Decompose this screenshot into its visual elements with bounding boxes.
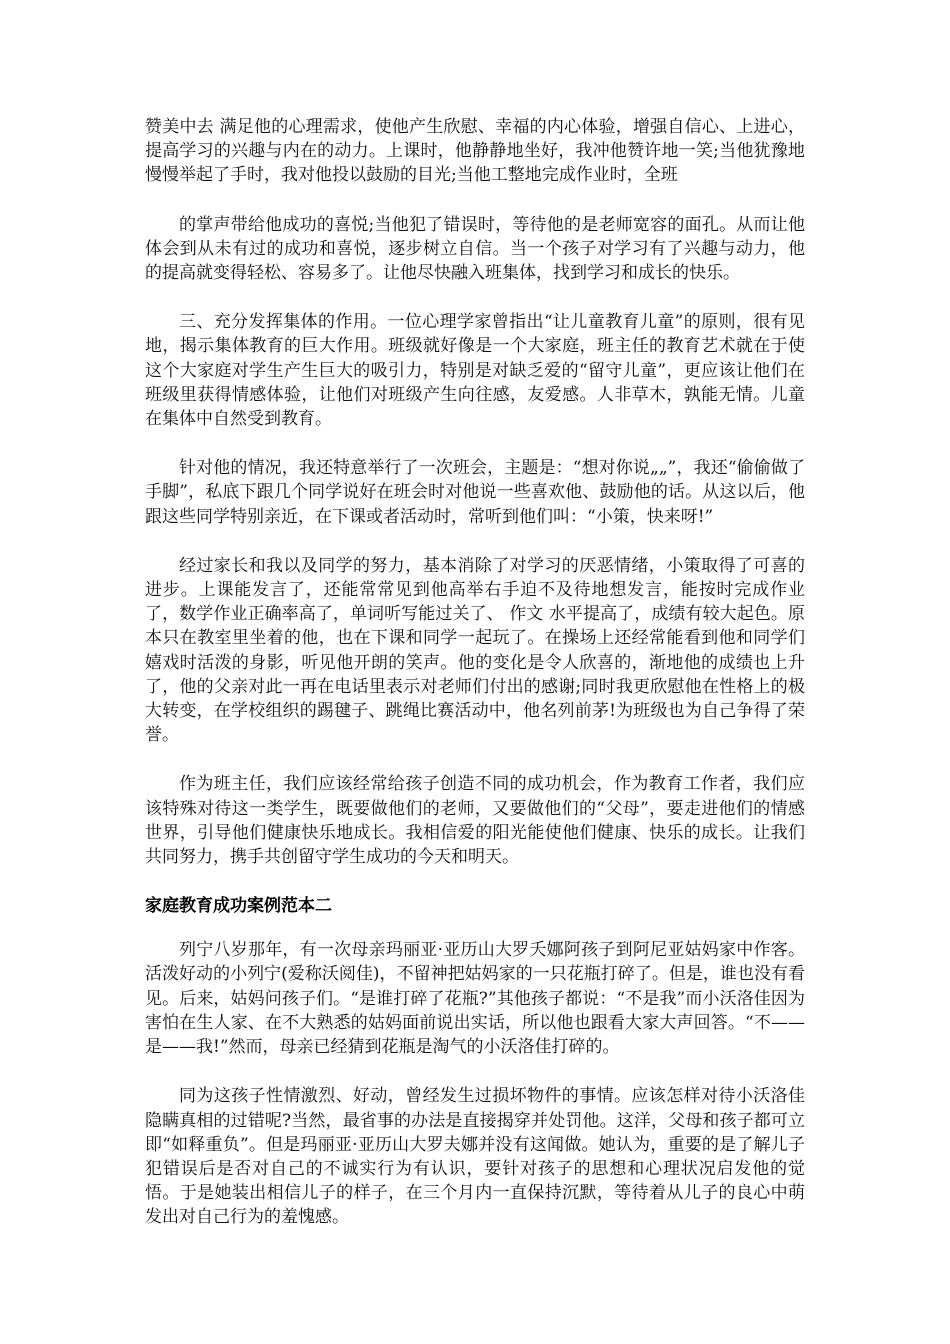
paragraph-class-meeting: 针对他的情况，我还特意举行了一次班会，主题是：“想对你说„„”，我还“偷偷做了手脚”，私底下跟几个同学说好在班会时对他说一些喜欢他、鼓励他的话。从这以后，他跟这些同学特别亲近，在下课或者活动时，常听到他们叫：“小策，快来呀!” — [145, 458, 805, 527]
paragraph-lenin-vase: 列宁八岁那年，有一次母亲玛丽亚·亚历山大罗夭娜阿孩子到阿尼亚姑妈家中作客。活泼好动的小列宁(爱称沃阅佳)，不留神把姑妈家的一只花瓶打碎了。但是，谁也没有看见。后来，姑妈问孩子们。“是谁打碎了花瓶?”其他孩子都说：“不是我”而小沃洛佳因为害怕在生人家、在不大熟悉的姑妈面前说出实话，所以他也跟看大家大声回答。“不——是——我!”然而，母亲已经猜到花瓶是淘气的小沃洛佳打碎的。 — [145, 940, 805, 1058]
section-heading: 家庭教育成功案例范本二 — [145, 896, 332, 917]
paragraph-progress: 经过家长和我以及同学的努力，基本消除了对学习的厌恶情绪，小策取得了可喜的进步。上课能发言了，还能常常见到他高举右手迫不及待地想发言，能按时完成作业了，数学作业正确率高了，单词听写能过关了、 作文 水平提高了，成绩有较大起色。原本只在教室里坐着的他，也在下课和同学一起玩了。在操场上还经常能看到他和同学们嬉戏时活泼的身影，听见他开朗的笑声。他的变化是令人欣喜的，渐地他的成绩也上升了，他的父亲对此一再在电话里表示对老师们付出的感谢;同时我更欣慰他在性格上的极大转变，在学校组织的踢毽子、跳绳比赛活动中，他名列前茅!为班级也为自己争得了荣誉。 — [145, 555, 805, 746]
paragraph-applause: 的掌声带给他成功的喜悦;当他犯了错误时，等待他的是老师宽容的面孔。从而让他体会到从未有过的成功和喜悦，逐步树立自信。当一个孩子对学习有了兴趣与动力，他的提高就变得轻松、容易多了。让他尽快融入班集体，找到学习和成长的快乐。 — [145, 214, 805, 284]
paragraph-mother-approach: 同为这孩子性情激烈、好动，曾经发生过损坏物件的事情。应该怎样对待小沃洛佳隐瞒真相的过错呢?当然，最省事的办法是直接揭穿并处罚他。这洋，父母和孩子都可立即“如释重负”。但是玛丽亚·亚历山大罗夫娜并没有这闻做。她认为，重要的是了解儿子犯错误后是否对自己的不诚实行为有认识，要针对孩子的思想和心理状况启发他的觉悟。于是她装出相信儿子的样子，在三个月内一直保持沉默，等待着从儿子的良心中萌发出对自己行为的羞愧感。 — [145, 1086, 805, 1228]
paragraph-praise-continuation: 赞美中去 满足他的心理需求，使他产生欣慰、幸福的内心体验，增强自信心、上进心，提高学习的兴趣与内在的动力。上课时，他静静地坐好，我冲他赞许地一笑;当他犹豫地慢慢举起了手时，我对他投以鼓励的目光;当他工整地完成作业时，全班 — [145, 117, 805, 186]
paragraph-conclusion: 作为班主任，我们应该经常给孩子创造不同的成功机会，作为教育工作者，我们应该特殊对待这一类学生，既要做他们的老师，又要做他们的“父母”，要走进他们的情感世界，引导他们健康快乐地成长。我相信爱的阳光能使他们健康、快乐的成长。让我们共同努力，携手共创留守学生成功的今天和明天。 — [145, 774, 805, 868]
document-page — [145, 115, 805, 1255]
paragraph-collective-role: 三、充分发挥集体的作用。一位心理学家曾指出“让儿童教育儿童”的原则，很有见地，揭示集体教育的巨大作用。班级就好像是一个大家庭，班主任的教育艺术就在于使这个大家庭对学生产生巨大的吸引力，特别是对缺乏爱的“留守儿童”，更应该让他们在班级里获得情感体验，让他们对班级产生向往感，友爱感。人非草木，孰能无情。儿童在集体中自然受到教育。 — [145, 312, 805, 430]
